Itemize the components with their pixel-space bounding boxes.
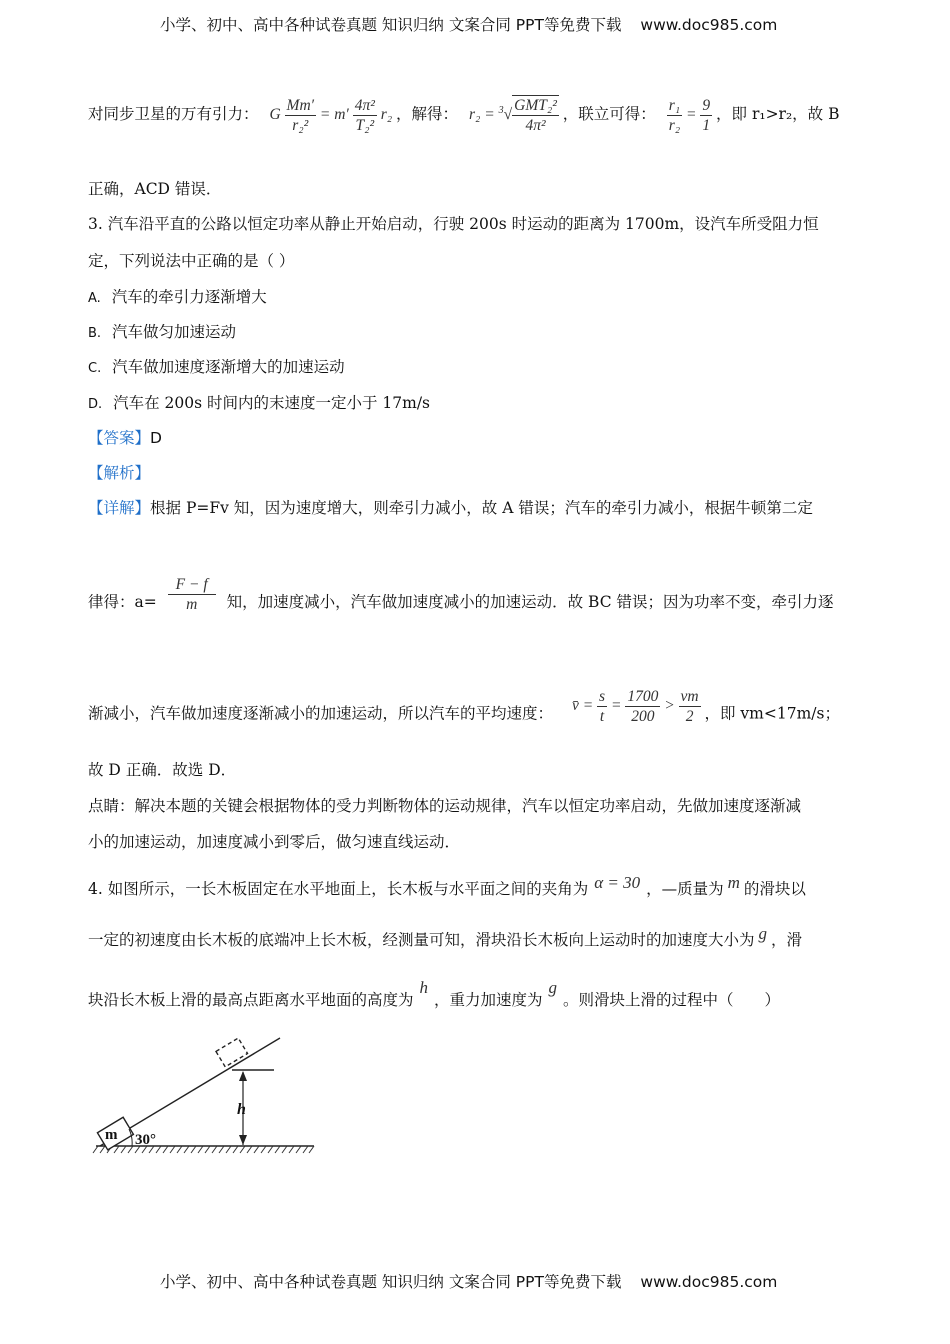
newton-fraction: $\frac{F - f}{m}$ — [168, 575, 216, 615]
q3-detail-line-2: 律得：a= $\frac{F - f}{m}$ 知，加速度减小，汽车做加速度减小的加速运动．故 BC 错误；因为功率不变，牵引力逐 — [88, 576, 834, 614]
height-arrow-up — [239, 1071, 247, 1081]
q4-stem-line-3: 块沿长木板上滑的最高点距离水平地面的高度为h，重力加速度为g。则滑块上滑的过程中（ ） — [88, 978, 781, 1009]
page-header — [160, 13, 777, 35]
q3-option-c: C. 汽车做加速度逐渐增大的加速运动 — [88, 358, 345, 376]
q4-stem-line-2: 一定的初速度由长木板的底端冲上长木板，经测量可知，滑块沿长木板向上运动时的加速度大小为 g ，滑 — [88, 924, 803, 949]
q3-comment-line-1: 点睛：解决本题的关键会根据物体的受力判断物体的运动规律，汽车以恒定功率启动，先做加速度逐渐减 — [88, 797, 802, 815]
mass-label: m — [105, 1127, 118, 1143]
q3-analysis-tag: 【解析】 — [88, 464, 151, 482]
q4-stem-line-1: 4. 如图所示，一长木板固定在水平地面上，长木板与水平面之间的夹角为 α = 30 ，—质量为 m 的滑块以 — [88, 873, 806, 898]
q3-option-d: D. 汽车在 200s 时间内的末速度一定小于 17m/s — [88, 394, 431, 412]
q3-option-b: B. 汽车做匀加速运动 — [88, 323, 237, 341]
ground-hatching — [93, 1146, 314, 1153]
incline-figure — [92, 1032, 322, 1162]
ratio-equation: $\frac{\text{r₁}}{\text{r₂}}$ = $\frac{9}{1}$ — [668, 96, 711, 134]
height-label: h — [237, 1101, 246, 1118]
q3-comment-line-2: 小的加速运动，加速度减小到零后，做匀速直线运动． — [88, 833, 461, 851]
prev-line-1: 对同步卫星的万有引力： G $\frac{Mm'}{\text{r₂²}}$ = m′ $\frac{\text{4π²}}{\text{T₂²}}$ r₂ ，解得： r₂ = $^3$√ $\frac{\text{GMT₂²}}{\text{4π²}}$ ，联立可得： $\frac{\text{r₁}}{\text{r₂}}$ = $\frac{9}{1}$ ，即 r₁>r₂，故 B — [88, 96, 840, 135]
gravity-equation: G $\frac{Mm'}{\text{r₂²}}$ = m′ $\frac{\text{4π²}}{\text{T₂²}}$ r₂ — [269, 96, 393, 134]
q3-detail-line-3: 渐减小，汽车做加速度逐渐减小的加速运动，所以汽车的平均速度： v̄ = $\frac{s}{t}$ = $\frac{1700}{200}$ > $\frac{vm}{2}$ ，即 vm<17m/s； — [88, 688, 840, 726]
q3-stem-line-1: 3. 汽车沿平直的公路以恒定功率从静止开始启动，行驶 200s 时运动的距离为 1700m，设汽车所受阻力恒 — [88, 215, 819, 233]
q3-answer: 【答案】D — [88, 429, 162, 447]
footer-text: 小学、初中、高中各种试卷真题 知识归纳 文案合同 PPT等免费下载 — [160, 1273, 622, 1291]
page-footer — [160, 1270, 777, 1292]
average-velocity-equation: v̄ = $\frac{s}{t}$ = $\frac{1700}{200}$ > $\frac{vm}{2}$ — [571, 688, 699, 726]
radius-equation: r₂ = $^3$√ $\frac{\text{GMT₂²}}{\text{4π²}}$ — [469, 97, 557, 135]
q3-stem-line-2: 定，下列说法中正确的是（ ） — [88, 252, 295, 270]
block-top-dashed — [216, 1038, 248, 1067]
header-url: www.doc985.com — [640, 16, 778, 34]
prev-line-2: 正确，ACD 错误． — [88, 180, 222, 198]
height-arrow-down — [239, 1135, 247, 1145]
header-text: 小学、初中、高中各种试卷真题 知识归纳 文案合同 PPT等免费下载 — [160, 16, 622, 34]
q3-option-a: A. 汽车的牵引力逐渐增大 — [88, 288, 267, 306]
q3-detail-line-1: 【详解】根据 P=Fv 知，因为速度增大，则牵引力减小，故 A 错误；汽车的牵引力减小，根据牛顿第二定 — [88, 499, 813, 517]
footer-url: www.doc985.com — [640, 1273, 778, 1291]
q3-detail-line-4: 故 D 正确．故选 D． — [88, 761, 237, 779]
angle-label: 30° — [135, 1132, 156, 1148]
